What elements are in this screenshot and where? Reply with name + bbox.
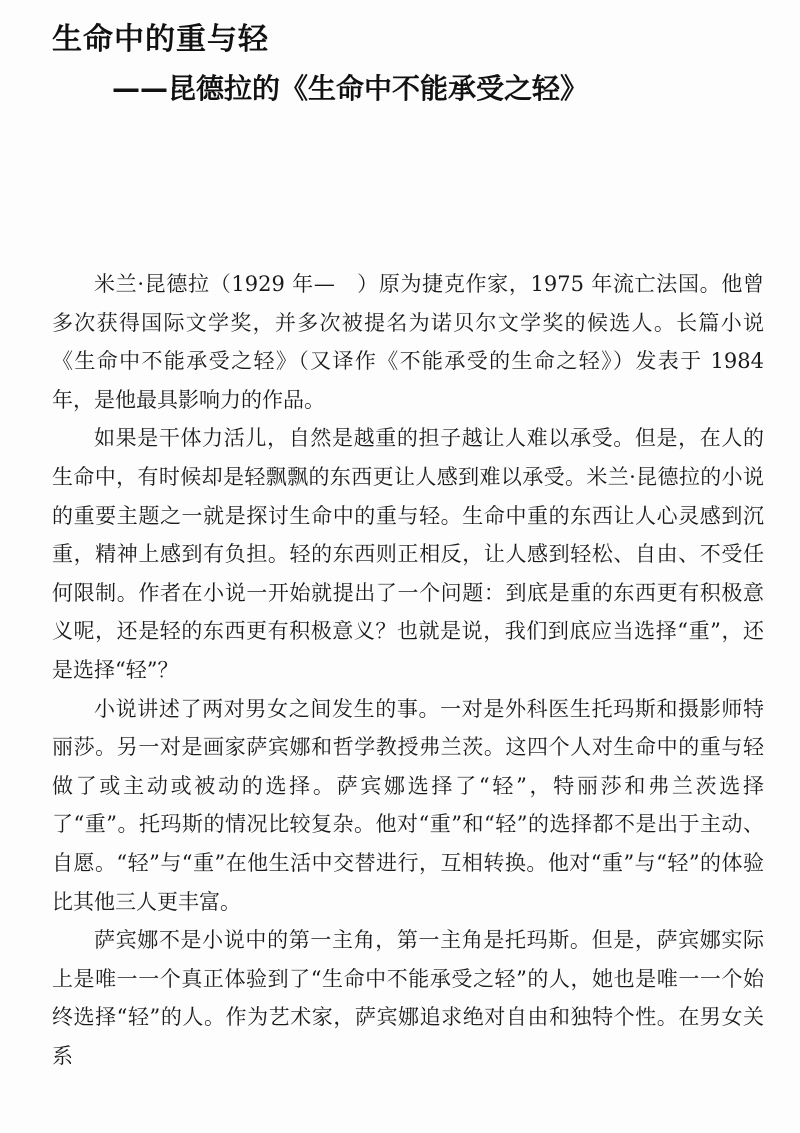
article-body bbox=[52, 265, 764, 1075]
page-title: 生命中的重与轻 bbox=[52, 22, 269, 57]
paragraph: 米兰·昆德拉（1929 年— ）原为捷克作家，1975 年流亡法国。他曾多次获得国际文学奖，并多次被提名为诺贝尔文学奖的候选人。长篇小说《生命中不能承受之轻》（又译作《不能承受的生命之轻》）发表于 1984 年，是他最具影响力的作品。 bbox=[52, 272, 764, 412]
page-subtitle: ——昆德拉的《生命中不能承受之轻》 bbox=[112, 72, 589, 105]
paragraph: 萨宾娜不是小说中的第一主角，第一主角是托玛斯。但是，萨宾娜实际上是唯一一个真正体验到了“生命中不能承受之轻”的人，她也是唯一一个始终选择“轻”的人。作为艺术家，萨宾娜追求绝对自由和独特个性。在男女关系 bbox=[52, 928, 764, 1068]
paragraph: 如果是干体力活儿，自然是越重的担子越让人难以承受。但是，在人的生命中，有时候却是轻飘飘的东西更让人感到难以承受。米兰·昆德拉的小说的重要主题之一就是探讨生命中的重与轻。生命中重的东西让人心灵感到沉重，精神上感到有负担。轻的东西则正相反，让人感到轻松、自由、不受任何限制。作者在小说一开始就提出了一个问题：到底是重的东西更有积极意义呢，还是轻的东西更有积极意义？也就是说，我们到底应当选择“重”，还是选择“轻”？ bbox=[52, 426, 764, 682]
paragraph: 小说讲述了两对男女之间发生的事。一对是外科医生托玛斯和摄影师特丽莎。另一对是画家萨宾娜和哲学教授弗兰茨。这四个人对生命中的重与轻做了或主动或被动的选择。萨宾娜选择了“轻”，特丽莎和弗兰茨选择了“重”。托玛斯的情况比较复杂。他对“重”和“轻”的选择都不是出于主动、自愿。“轻”与“重”在他生活中交替进行，互相转换。他对“重”与“轻”的体验比其他三人更丰富。 bbox=[52, 696, 764, 914]
